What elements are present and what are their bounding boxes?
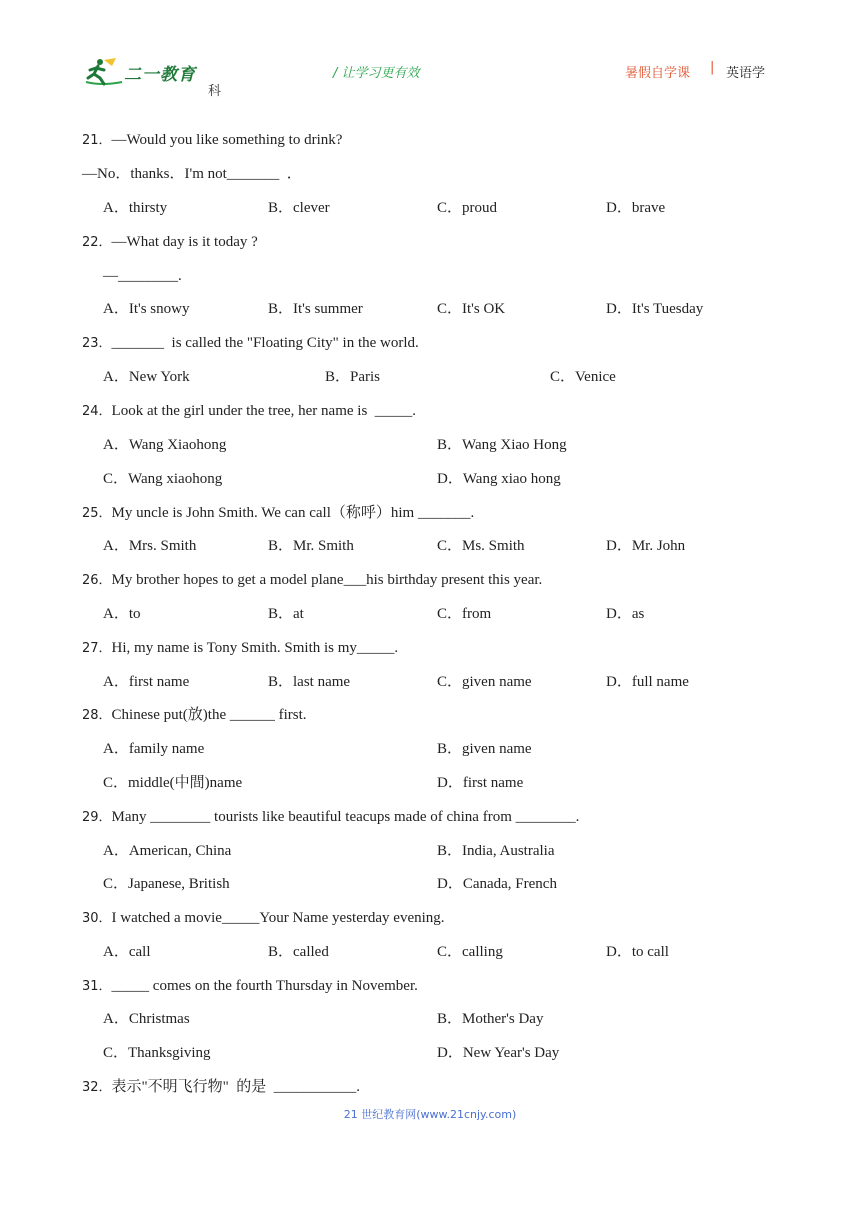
option-b: B．Mother's Day: [437, 1011, 544, 1027]
option-a: A．thirsty: [103, 200, 168, 216]
option-b: B．given name: [437, 741, 532, 757]
option-d: D．Canada, French: [437, 876, 557, 892]
header-subject-suffix: 科: [208, 84, 222, 99]
header-slogan: / 让学习更有效: [333, 66, 420, 81]
option-a: A．to: [103, 606, 141, 622]
option-c: C．Ms. Smith: [437, 538, 525, 554]
question-stem: —What day is it today ?: [111, 234, 258, 250]
page-header: [0, 0, 860, 110]
question-30: [82, 909, 445, 928]
option-d: D．It's Tuesday: [606, 301, 704, 317]
option-a: A．call: [103, 944, 151, 960]
option-b: B．Paris: [325, 369, 381, 385]
question-stem: —________.: [103, 268, 182, 284]
option-c: C．given name: [437, 674, 532, 690]
question-stem: Chinese put(放)the ______ first.: [111, 707, 307, 723]
question-stem: —Would you like something to drink?: [111, 132, 343, 148]
question-stem: I watched a movie_____Your Name yesterday evening.: [111, 910, 445, 926]
option-d: D．first name: [437, 775, 524, 791]
question-22: [82, 233, 258, 252]
question-number: 23．: [82, 336, 112, 351]
option-c: C．calling: [437, 944, 503, 960]
question-25: [82, 504, 474, 523]
question-number: 26．: [82, 573, 112, 588]
option-a: A．Mrs. Smith: [103, 538, 197, 554]
option-c: C．from: [437, 606, 492, 622]
question-27: [82, 639, 398, 658]
question-stem: Look at the girl under the tree, her name is _____.: [111, 403, 417, 419]
header-subject: 英语学: [726, 66, 766, 81]
question-29: [82, 808, 579, 827]
question-number: 21．: [82, 133, 112, 148]
header-course: 暑假自学课: [625, 66, 691, 81]
option-b: B．Wang Xiao Hong: [437, 437, 567, 453]
option-a: A．first name: [103, 674, 190, 690]
option-d: D．full name: [606, 674, 689, 690]
option-c: C．Venice: [550, 369, 616, 385]
question-number: 25．: [82, 506, 112, 521]
option-d: D．Wang xiao hong: [437, 471, 561, 487]
question-31: [82, 977, 418, 996]
question-28: [82, 706, 307, 725]
option-c: C．middle(中間)name: [103, 775, 243, 791]
question-stem: —No．thanks．I'm not_______ ．: [82, 166, 302, 182]
option-a: A．It's snowy: [103, 301, 190, 317]
option-b: B．Mr. Smith: [268, 538, 354, 554]
option-a: A．American, China: [103, 843, 232, 859]
question-21-line2: [82, 165, 302, 183]
option-b: B．It's summer: [268, 301, 363, 317]
question-stem: _______ is called the "Floating City" in the world.: [111, 335, 419, 351]
question-number: 27．: [82, 641, 112, 656]
option-b: B．last name: [268, 674, 351, 690]
option-d: D．New Year's Day: [437, 1045, 560, 1061]
option-c: C．Japanese, British: [103, 876, 230, 892]
option-c: C．proud: [437, 200, 498, 216]
question-23: [82, 334, 419, 353]
question-number: 29．: [82, 810, 112, 825]
logo-text: 二一教育: [124, 65, 196, 85]
option-d: D．Mr. John: [606, 538, 686, 554]
option-b: B．called: [268, 944, 329, 960]
question-stem: My uncle is John Smith. We can call（称呼）him _______.: [111, 505, 475, 521]
question-number: 22．: [82, 235, 112, 250]
question-stem: My brother hopes to get a model plane___his birthday present this year.: [111, 572, 543, 588]
question-number: 31．: [82, 979, 112, 994]
page-footer: 21 世纪教育网(www.21cnjy.com): [343, 1108, 517, 1121]
question-number: 28．: [82, 708, 112, 723]
question-stem: Many ________ tourists like beautiful teacups made of china from ________.: [111, 809, 580, 825]
question-26: [82, 571, 542, 590]
option-b: B．at: [268, 606, 304, 622]
header-separator: |: [710, 60, 715, 75]
option-a: A．Christmas: [103, 1011, 190, 1027]
option-a: A．New York: [103, 369, 190, 385]
question-number: 30．: [82, 911, 112, 926]
question-24: [82, 402, 416, 421]
option-a: A．family name: [103, 741, 205, 757]
option-d: D．as: [606, 606, 645, 622]
question-22-line2: [103, 267, 182, 285]
question-stem: 表示"不明飞行物" 的是 ___________.: [111, 1079, 361, 1095]
question-32: [82, 1078, 360, 1097]
question-21: [82, 131, 342, 150]
question-stem: Hi, my name is Tony Smith. Smith is my_____.: [111, 640, 399, 656]
option-a: A．Wang Xiaohong: [103, 437, 227, 453]
option-b: B．India, Australia: [437, 843, 555, 859]
question-number: 32．: [82, 1080, 112, 1095]
option-b: B．clever: [268, 200, 330, 216]
option-c: C．It's OK: [437, 301, 506, 317]
question-stem: _____ comes on the fourth Thursday in November.: [111, 978, 418, 994]
option-c: C．Wang xiaohong: [103, 471, 223, 487]
option-d: D．to call: [606, 944, 669, 960]
option-c: C．Thanksgiving: [103, 1045, 211, 1061]
option-d: D．brave: [606, 200, 666, 216]
question-number: 24．: [82, 404, 112, 419]
